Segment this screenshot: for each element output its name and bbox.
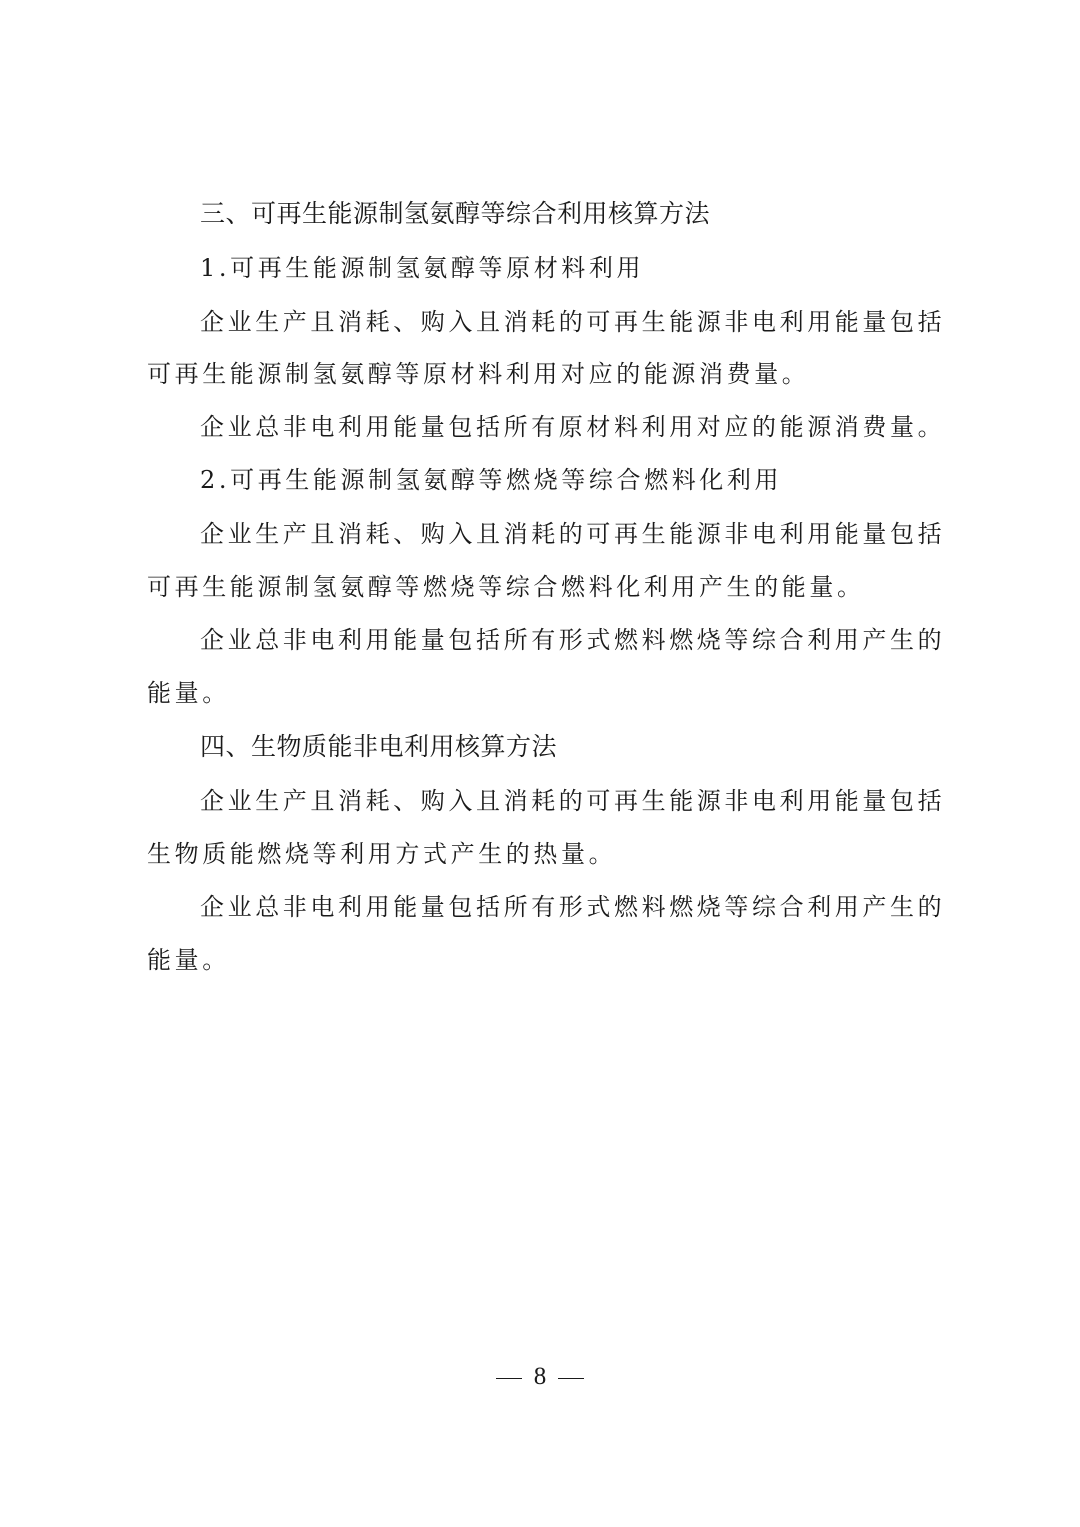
- paragraph-line: 生物质能燃烧等利用方式产生的热量。: [147, 840, 617, 868]
- paragraph-line: 企业生产且消耗、购入且消耗的可再生能源非电利用能量包括: [200, 787, 946, 815]
- section-3-heading: 三、可再生能源制氢氨醇等综合利用核算方法: [200, 199, 711, 228]
- paragraph-line: 能量。: [147, 679, 230, 707]
- paragraph-line: 能量。: [147, 946, 230, 974]
- page-number: 8: [533, 1363, 547, 1390]
- paragraph-line: 企业总非电利用能量包括所有原材料利用对应的能源消费量。: [200, 413, 946, 441]
- page-number-footer: [0, 1361, 1080, 1393]
- dash-right: [558, 1378, 584, 1380]
- subsection-2-title: 2.可再生能源制氢氨醇等燃烧等综合燃料化利用: [200, 466, 783, 494]
- paragraph-line: 可再生能源制氢氨醇等原材料利用对应的能源消费量。: [147, 360, 810, 388]
- paragraph-line: 企业总非电利用能量包括所有形式燃料燃烧等综合利用产生的: [200, 626, 946, 654]
- subsection-1-title: 1.可再生能源制氢氨醇等原材料利用: [200, 254, 645, 282]
- paragraph-line: 企业总非电利用能量包括所有形式燃料燃烧等综合利用产生的: [200, 893, 946, 921]
- paragraph-line: 企业生产且消耗、购入且消耗的可再生能源非电利用能量包括: [200, 308, 946, 336]
- paragraph-line: 可再生能源制氢氨醇等燃烧等综合燃料化利用产生的能量。: [147, 573, 865, 601]
- paragraph-line: 企业生产且消耗、购入且消耗的可再生能源非电利用能量包括: [200, 520, 946, 548]
- dash-left: [496, 1378, 522, 1380]
- section-4-heading: 四、生物质能非电利用核算方法: [200, 732, 558, 761]
